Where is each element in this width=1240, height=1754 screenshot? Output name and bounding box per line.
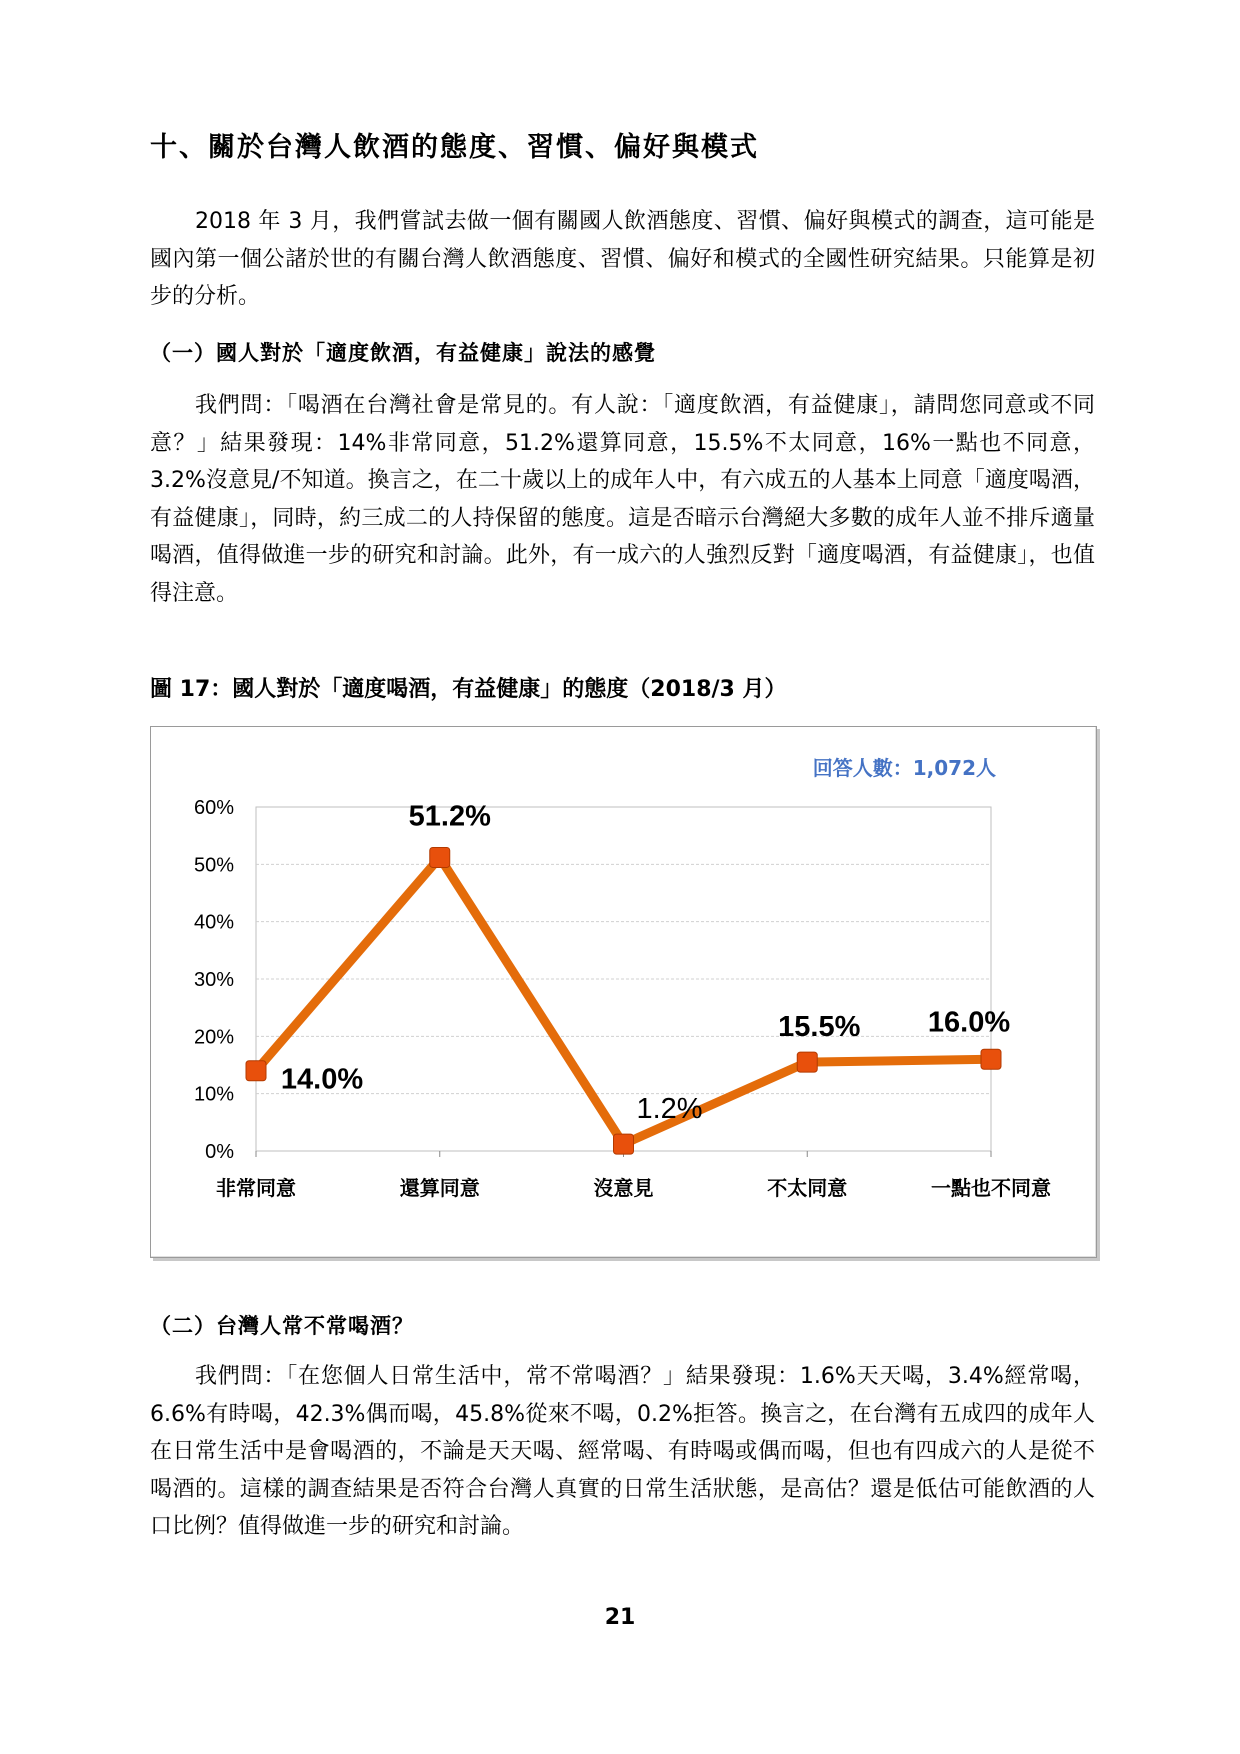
subsection-1-text: 我們問：「喝酒在台灣社會是常見的。有人說：「適度飲酒，有益健康」，請問您同意或不同意？」結果發現：14%非常同意，51.2%還算同意，15.5%不太同意，16%一點也不同意，3.2%沒意見/不知道。換言之，在二十歲以上的成年人中，有六成五的人基本上同意「適度喝酒，有益健康」，同時，約三成二的人持保留的態度。這是否暗示台灣絕大多數的成年人並不排斥適量喝酒，值得做進一步的研究和討論。此外，有一成六的人強烈反對「適度喝酒，有益健康」，也值得注意。 [150, 393, 1095, 606]
y-tick-label: 40% [193, 911, 234, 934]
x-tick-label: 非常同意 [216, 1176, 296, 1200]
data-point [981, 1049, 1001, 1069]
data-point [430, 847, 450, 867]
data-label: 1.2% [636, 1093, 703, 1126]
x-tick-label: 不太同意 [767, 1176, 848, 1200]
x-tick-label: 還算同意 [399, 1176, 480, 1200]
series-line [256, 857, 991, 1144]
subsection-1-paragraph [150, 387, 1095, 612]
intro-text: 2018 年 3 月，我們嘗試去做一個有關國人飲酒態度、習慣、偏好與模式的調查，這可能是國內第一個公諸於世的有關台灣人飲酒態度、習慣、偏好和模式的全國性研究結果。只能算是初步的分析。 [150, 209, 1095, 309]
data-point [614, 1134, 634, 1154]
data-label: 16.0% [927, 1006, 1011, 1039]
y-tick-label: 60% [193, 797, 234, 819]
x-tick-label: 沒意見 [593, 1176, 654, 1200]
line-chart [151, 727, 1096, 1257]
data-label: 14.0% [280, 1063, 364, 1096]
subsection-2-paragraph [150, 1358, 1095, 1546]
respondent-count-annotation: 回答人數：1,072人 [812, 756, 996, 780]
section-title: 十、關於台灣人飲酒的態度、習慣、偏好與模式 [150, 132, 759, 163]
y-tick-label: 20% [193, 1026, 234, 1049]
data-point [797, 1052, 817, 1072]
figure-caption: 圖 17：國人對於「適度喝酒，有益健康」的態度（2018/3 月） [150, 677, 787, 702]
data-point [246, 1061, 266, 1081]
subsection-1-title: （一）國人對於「適度飲酒，有益健康」說法的感覺 [150, 340, 656, 365]
subsection-2-title: （二）台灣人常不常喝酒？ [150, 1313, 414, 1338]
data-label: 51.2% [408, 800, 491, 833]
y-tick-label: 30% [193, 969, 234, 991]
data-label: 15.5% [778, 1011, 861, 1044]
y-tick-label: 50% [193, 854, 234, 877]
intro-paragraph [150, 203, 1095, 316]
x-tick-label: 一點也不同意 [931, 1176, 1051, 1200]
subsection-2-text: 我們問：「在您個人日常生活中，常不常喝酒？」結果發現：1.6%天天喝，3.4%經常喝，6.6%有時喝，42.3%偶而喝，45.8%從來不喝，0.2%拒答。換言之，在台灣有五成四的成年人在日常生活中是會喝酒的，不論是天天喝、經常喝、有時喝或偶而喝，但也有四成六的人是從不喝酒的。這樣的調查結果是否符合台灣人真實的日常生活狀態，是高估？還是低估可能飲酒的人口比例？值得做進一步的研究和討論。 [150, 1364, 1095, 1539]
chart-frame [150, 726, 1097, 1258]
page-number: 21 [604, 1605, 636, 1630]
y-tick-label: 0% [205, 1141, 234, 1163]
y-tick-label: 10% [193, 1083, 234, 1106]
